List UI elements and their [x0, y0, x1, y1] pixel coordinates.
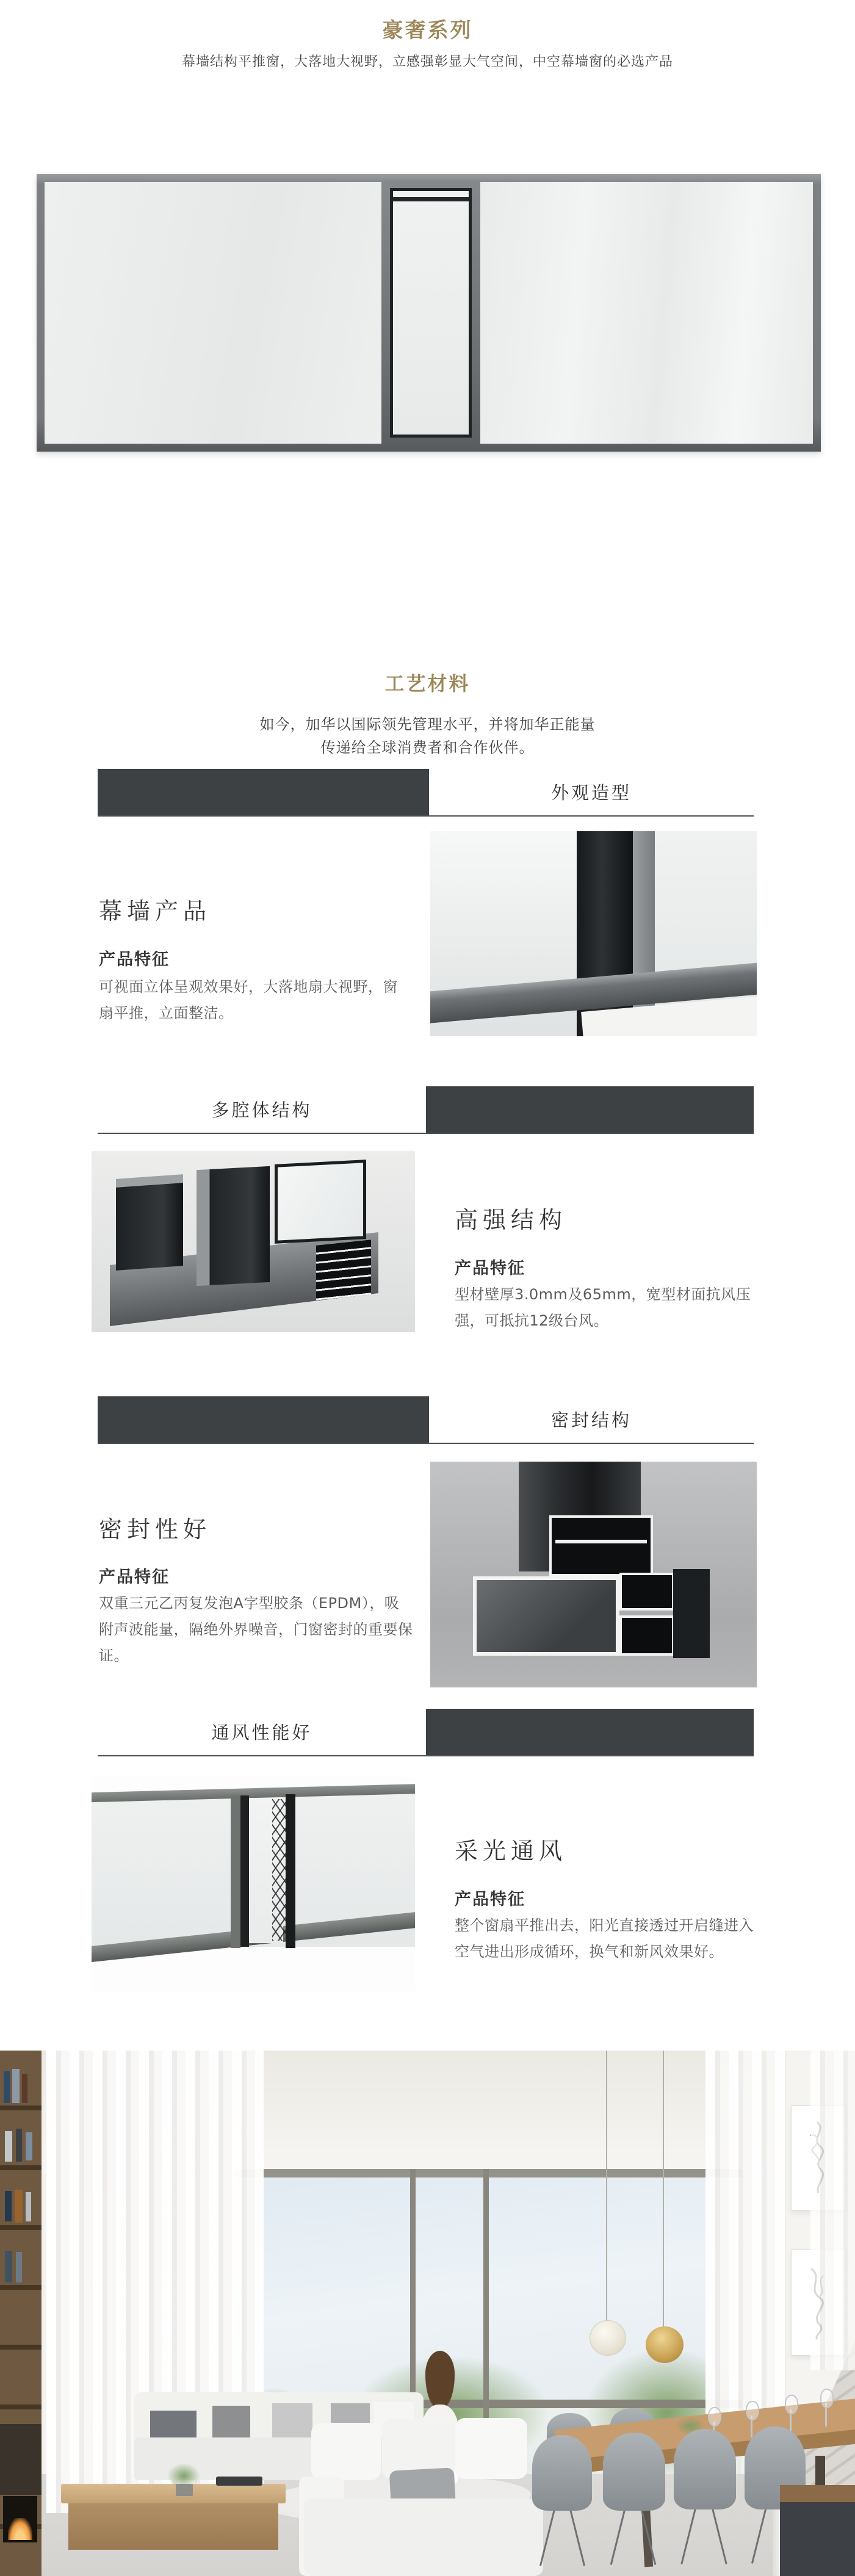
chaise-pillow	[311, 2423, 381, 2480]
book-spine	[22, 2074, 27, 2103]
seal-right-slab	[673, 1569, 710, 1658]
series-subtitle: 幕墙结构平推窗，大落地大视野，立感强彰显大气空间，中空幕墙窗的必选产品	[181, 54, 673, 70]
section-4-title: 采光通风	[455, 1838, 568, 1864]
section-1-underline	[98, 815, 754, 817]
book-spine	[5, 2191, 12, 2221]
section-4-header-label: 通风性能好	[211, 1722, 312, 1743]
island-counter-top	[780, 2485, 855, 2502]
section-3-body: 双重三元乙丙复发泡A字型胶条（EPDM），吸附声波能量，隔绝外界噪音，门窗密封的重要保证。	[99, 1595, 413, 1664]
section-2-header-label: 多腔体结构	[211, 1100, 312, 1120]
section-1-subtitle: 产品特征	[99, 950, 170, 969]
plant-pot	[176, 2484, 193, 2496]
sash-top-rail	[393, 197, 469, 201]
window-glass-right	[480, 182, 813, 444]
profile-glass-panel	[275, 1160, 366, 1244]
book-spine	[12, 2069, 20, 2103]
wine-glass-bowl	[746, 2401, 759, 2420]
sofa-base	[304, 2498, 543, 2576]
far-right-sheer-curtain	[810, 2051, 855, 2370]
section-4-underline	[98, 1755, 754, 1756]
book-spine	[26, 2192, 31, 2221]
section-2-body: 型材壁厚3.0mm及65mm，宽型材面抗风压强，可抵抗12级台风。	[455, 1286, 751, 1329]
right-curtain	[705, 2051, 786, 2446]
section-2-header-bar	[426, 1086, 754, 1134]
dining-chair-near	[603, 2433, 665, 2511]
wine-glass-bowl	[820, 2389, 834, 2408]
section-3-image	[430, 1462, 757, 1687]
book-spine	[15, 2190, 23, 2223]
window-center-sash	[390, 188, 472, 438]
craft-intro-line1: 如今，加华以国际领先管理水平，并将加华正能量	[259, 716, 596, 733]
woman-hair	[425, 2351, 455, 2408]
book-spine	[5, 2131, 12, 2162]
section-3-underline	[98, 1443, 754, 1444]
book-spine	[26, 2132, 32, 2160]
seal-mid-profile	[549, 1515, 653, 1576]
section-1-header-label: 外观造型	[550, 782, 632, 803]
chaise-pillow	[455, 2418, 527, 2479]
table-tray	[216, 2477, 262, 2486]
island-counter-body	[780, 2502, 855, 2576]
window-glass-left	[45, 182, 381, 444]
profile-left-block	[116, 1180, 183, 1271]
pendant-cord	[606, 2051, 607, 2322]
section-1-body: 可视面立体呈观效果好，大落地扇大视野，窗扇平推，立面整洁。	[99, 978, 398, 1022]
section-1-title: 幕墙产品	[99, 898, 212, 925]
dining-chair-near	[674, 2429, 736, 2509]
section-3-header-bar	[98, 1396, 429, 1444]
section-3-subtitle: 产品特征	[99, 1568, 170, 1587]
product-window-render	[37, 174, 821, 452]
pendant-globe-clear	[590, 2320, 626, 2356]
section-4-subtitle: 产品特征	[455, 1890, 525, 1909]
section-2-image	[92, 1151, 415, 1332]
coffee-table-base	[68, 2503, 278, 2550]
sash-frame-gray	[231, 1795, 240, 1948]
profile-mid-block	[197, 1166, 270, 1286]
section-1-header-bar	[98, 769, 429, 817]
section-2-subtitle: 产品特征	[455, 1259, 525, 1278]
window-center-frame	[381, 182, 480, 444]
seal-right-cluster-bottom	[619, 1615, 674, 1656]
pendant-globe-amber	[646, 2326, 684, 2363]
lifestyle-photo	[0, 2051, 855, 2576]
profile-detail-cut	[316, 1239, 371, 1300]
seal-chamber-box	[473, 1576, 619, 1656]
seal-right-cluster-top	[619, 1573, 674, 1611]
book-spine	[16, 2129, 22, 2162]
wine-glass-bowl	[785, 2395, 798, 2414]
sofa-pillow	[272, 2403, 312, 2440]
pendant-cord	[663, 2051, 664, 2328]
bookshelf	[0, 2051, 41, 2576]
book-spine	[4, 2071, 10, 2103]
section-2-title: 高强结构	[455, 1207, 568, 1233]
craft-intro-line2: 传递给全球消费者和合作伙伴。	[320, 739, 535, 756]
book-spine	[16, 2252, 22, 2282]
section-3-header-label: 密封结构	[550, 1410, 632, 1431]
section-2-underline	[98, 1133, 754, 1134]
open-sash-right-post	[286, 1794, 295, 1948]
section-3-title: 密封性好	[99, 1516, 212, 1543]
section-4-image	[92, 1777, 415, 1991]
section-1-image	[430, 831, 757, 1036]
section-4-body: 整个窗扇平推出去，阳光直接透过开启缝进入空气进出形成循环，换气和新风效果好。	[455, 1917, 754, 1960]
open-sash-left-post	[240, 1795, 249, 1947]
wine-glass-bowl	[708, 2407, 721, 2426]
fireplace-flame	[8, 2518, 32, 2540]
seal-mid-rib	[555, 1540, 647, 1543]
sofa-pillow	[212, 2406, 250, 2441]
dining-chair-near	[532, 2435, 592, 2511]
media-cabinet	[0, 2424, 41, 2495]
section-4-header-bar	[426, 1709, 754, 1756]
book-spine	[5, 2251, 12, 2282]
series-title: 豪奢系列	[382, 18, 473, 43]
craft-section-title: 工艺材料	[384, 672, 471, 695]
